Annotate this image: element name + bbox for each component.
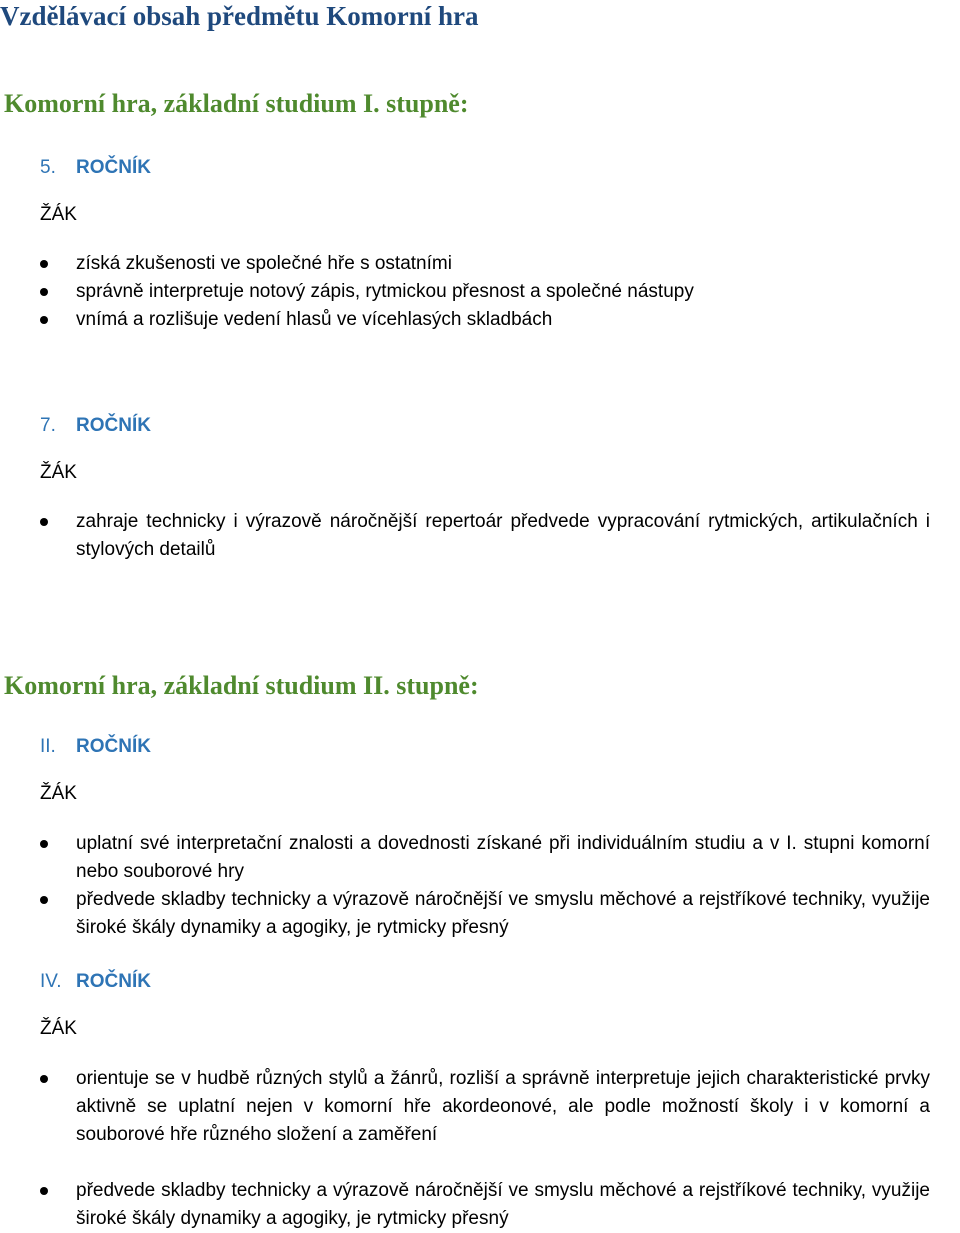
year-number: II. bbox=[40, 736, 56, 757]
year-heading-5 bbox=[40, 156, 151, 180]
document-title: Vzdělávací obsah předmětu Komorní hra bbox=[0, 1, 479, 31]
student-label: ŽÁK bbox=[40, 1018, 77, 1039]
competency-list bbox=[40, 250, 930, 334]
year-number: 7. bbox=[40, 415, 56, 436]
bullet-icon bbox=[40, 316, 48, 324]
year-label: ROČNÍK bbox=[76, 415, 151, 436]
list-item: získá zkušenosti ve společné hře s ostatními bbox=[40, 250, 930, 278]
bullet-icon bbox=[40, 518, 48, 526]
list-item: předvede skladby technicky a výrazově náročnější ve smyslu měchové a rejstříkové techniky, využije široké škály dynamiky a agogiky, je rytmicky přesný bbox=[40, 1177, 930, 1233]
section-heading-2: Komorní hra, základní studium II. stupně: bbox=[4, 671, 479, 700]
student-label: ŽÁK bbox=[40, 462, 77, 483]
bullet-icon bbox=[40, 840, 48, 848]
year-label: ROČNÍK bbox=[76, 971, 151, 992]
list-item: vnímá a rozlišuje vedení hlasů ve vícehlasých skladbách bbox=[40, 306, 930, 334]
list-item: zahraje technicky i výrazově náročnější repertoár předvede vypracování rytmických, artikulačních i stylových detailů bbox=[40, 508, 930, 564]
list-item: správně interpretuje notový zápis, rytmickou přesnost a společné nástupy bbox=[40, 278, 930, 306]
competency-list bbox=[40, 1065, 930, 1233]
year-heading-IV bbox=[40, 970, 151, 994]
year-heading-7 bbox=[40, 414, 151, 438]
section-heading-1: Komorní hra, základní studium I. stupně: bbox=[4, 89, 469, 118]
bullet-icon bbox=[40, 260, 48, 268]
competency-list bbox=[40, 508, 930, 564]
student-label: ŽÁK bbox=[40, 783, 77, 804]
student-label: ŽÁK bbox=[40, 204, 77, 225]
list-item: orientuje se v hudbě různých stylů a žánrů, rozliší a správně interpretuje jejich charakteristické prvky aktivně se uplatní nejen v komorní hře akordeonové, ale podle možností školy i v komorní a souborové hře různého složení a zaměření bbox=[40, 1065, 930, 1149]
year-number: IV. bbox=[40, 971, 62, 992]
bullet-icon bbox=[40, 1075, 48, 1083]
competency-list bbox=[40, 830, 930, 942]
list-item: uplatní své interpretační znalosti a dovednosti získané při individuálním studiu a v I. stupni komorní nebo souborové hry bbox=[40, 830, 930, 886]
bullet-icon bbox=[40, 896, 48, 904]
year-heading-II bbox=[40, 735, 151, 759]
list-item: předvede skladby technicky a výrazově náročnější ve smyslu měchové a rejstříkové techniky, využije široké škály dynamiky a agogiky, je rytmicky přesný bbox=[40, 886, 930, 942]
bullet-icon bbox=[40, 288, 48, 296]
year-label: ROČNÍK bbox=[76, 736, 151, 757]
year-number: 5. bbox=[40, 157, 56, 178]
year-label: ROČNÍK bbox=[76, 157, 151, 178]
bullet-icon bbox=[40, 1187, 48, 1195]
